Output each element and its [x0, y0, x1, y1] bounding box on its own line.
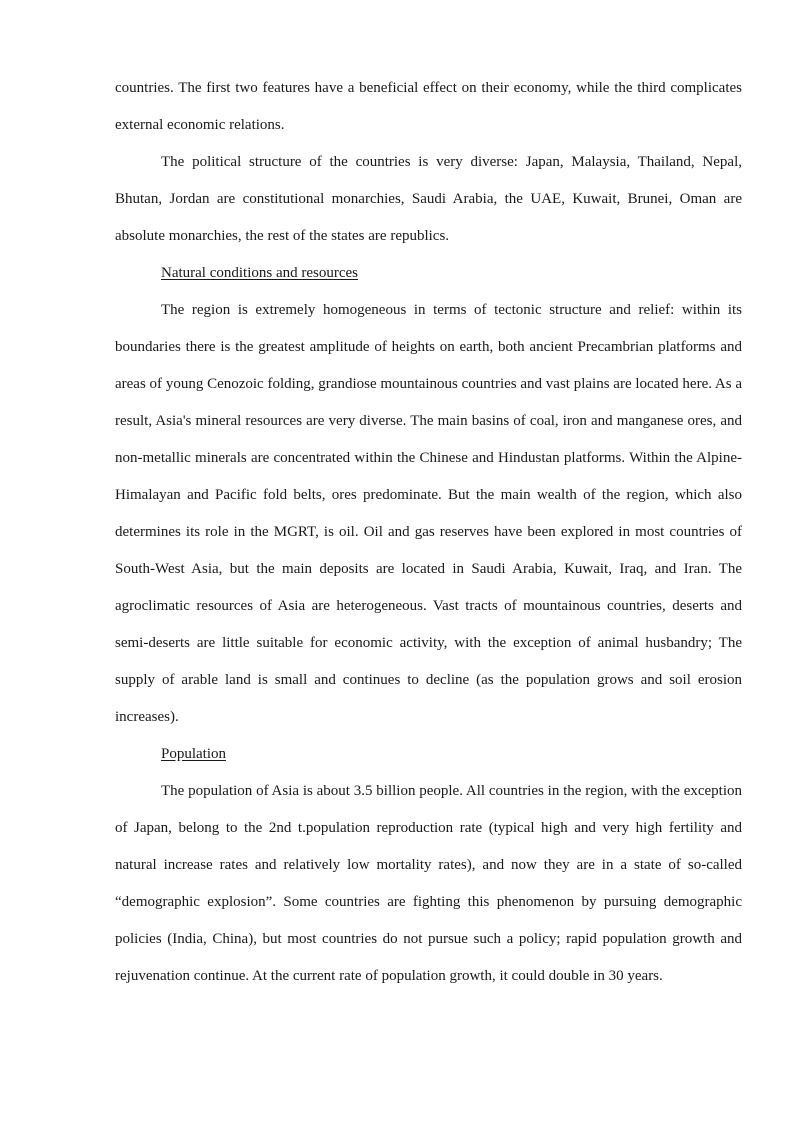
section-heading-population [115, 736, 742, 773]
section-heading-natural-conditions [115, 255, 742, 292]
section-heading-natural-conditions-text: Natural conditions and resources [161, 265, 359, 281]
paragraph-natural-conditions: The region is extremely homogeneous in terms of tectonic structure and relief: within its boundaries there is the greatest amplitude of heights on earth, both ancient Precambrian platforms and areas of young Cenozoic folding, grandiose mountainous countries and vast plains are located here. As a result, Asia's mineral resources are very diverse. The main basins of coal, iron and manganese ores, and non-metallic minerals are concentrated within the Chinese and Hindustan platforms. Within the Alpine-Himalayan and Pacific fold belts, ores predominate. But the main wealth of the region, which also determines its role in the MGRT, is oil. Oil and gas reserves have been explored in most countries of South-West Asia, but the main deposits are located in Saudi Arabia, Kuwait, Iraq, and Iran. The agroclimatic resources of Asia are heterogeneous. Vast tracts of mountainous countries, deserts and semi-deserts are little suitable for economic activity, with the exception of animal husbandry; The supply of arable land is small and continues to decline (as the population grows and soil erosion increases). [115, 302, 742, 725]
section-heading-population-text: Population [161, 746, 227, 762]
paragraph-continuation: countries. The first two features have a beneficial effect on their economy, while the third complicates external economic relations. [115, 80, 742, 133]
paragraph-political-structure: The political structure of the countries is very diverse: Japan, Malaysia, Thailand, Nepal, Bhutan, Jordan are constitutional monarchies, Saudi Arabia, the UAE, Kuwait, Brunei, Oman are absolute monarchies, the rest of the states are republics. [115, 154, 742, 244]
paragraph-population: The population of Asia is about 3.5 billion people. All countries in the region, with the exception of Japan, belong to the 2nd t.population reproduction rate (typical high and very high fertility and natural increase rates and relatively low mortality rates), and now they are in a state of so-called “demographic explosion”. Some countries are fighting this phenomenon by pursuing demographic policies (India, China), but most countries do not pursue such a policy; rapid population growth and rejuvenation continue. At the current rate of population growth, it could double in 30 years. [115, 783, 742, 984]
document-body [115, 70, 742, 995]
